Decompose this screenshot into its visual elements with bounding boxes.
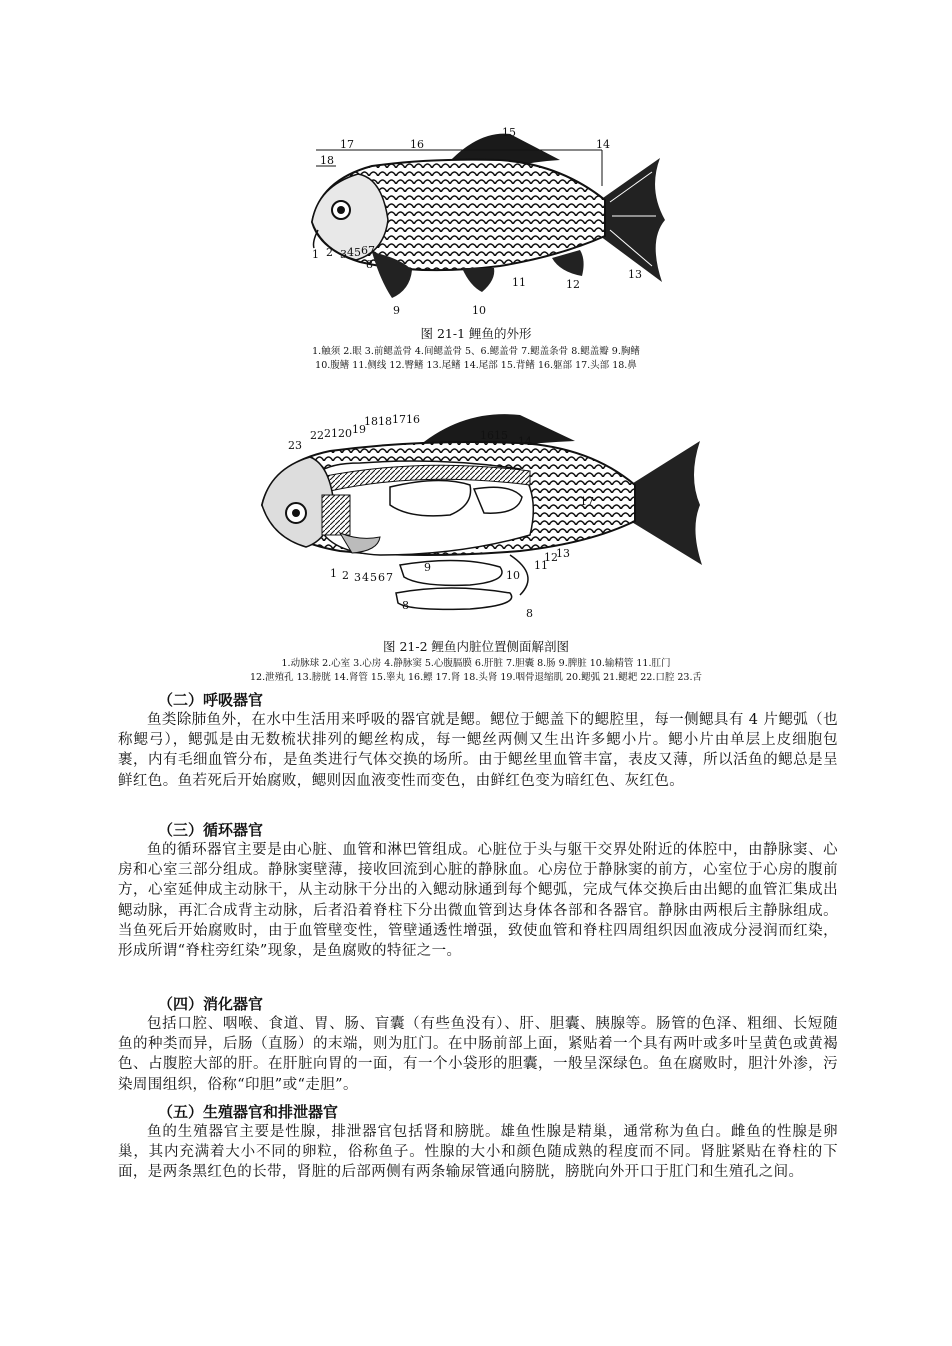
figure-2-title: 图 21-2 鲤鱼内脏位置侧面解剖图	[382, 639, 570, 654]
section-respiratory	[118, 690, 838, 791]
fig2-label-2: 2	[342, 569, 349, 582]
fig2-label-6: 6	[378, 571, 385, 584]
fig2-label-22: 22	[310, 429, 324, 442]
fig2-label-17b: 17	[580, 495, 594, 508]
fig1-label-6: 6	[361, 244, 368, 257]
fig1-label-18: 18	[320, 154, 334, 167]
section-paragraph: 鱼的循环器官主要是由心脏、血管和淋巴管组成。心脏位于头与躯干交界处附近的体腔中，由静脉窦、心房和心室三部分组成。静脉窦壁薄，接收回流到心脏的静脉血。心房位于静脉窦的前方，心室位于心房的腹前方，心室延伸成主动脉干，从主动脉干分出的入鳃动脉通到每个鳃弧，完成气体交换后由出鳃的血管汇集成出鳃动脉，再汇合成背主动脉，后者沿着脊柱下分出微血管到达身体各部和各器官。静脉由两根后主静脉组成。当鱼死后开始腐败时，由于血管壁变性，管壁通透性增强，致使血管和脊柱四周组织因血液成分浸润而红染，形成所谓“脊柱旁红染”现象，是鱼腐败的特征之一。	[118, 842, 838, 960]
fig2-label-16b: 16	[480, 429, 494, 442]
section-paragraph: 包括口腔、咽喉、食道、胃、肠、盲囊（有些鱼没有）、肝、胆囊、胰腺等。肠管的色泽、粗细、长短随鱼的种类而异，后肠（直肠）的末端，则为肛门。在中肠前部上面，紧贴着一个具有两叶或多叶呈黄色或黄褐色、占腹腔大部的肝。在肝脏向胃的一面，有一个小袋形的胆囊，一般呈深绿色。鱼在腐败时，胆汁外渗，污染周围组织，俗称“印胆”或“走胆”。	[118, 1016, 838, 1093]
fig2-label-18b: 18	[378, 415, 392, 428]
fig1-label-12: 12	[566, 278, 580, 291]
fig1-label-15: 15	[502, 126, 516, 139]
fig2-label-1: 1	[330, 567, 337, 580]
fig1-label-7: 7	[368, 244, 375, 257]
section-heading: （四）消化器官	[158, 995, 264, 1013]
fig2-label-17: 17	[392, 413, 406, 426]
fig1-label-17: 17	[340, 138, 354, 151]
fig2-label-16: 16	[406, 413, 420, 426]
section-reproductive-excretory	[118, 1102, 838, 1183]
fig2-label-3: 3	[354, 571, 361, 584]
fig1-label-5: 5	[354, 246, 361, 259]
figure-2-legend-line-2: 12.泄殖孔 13.膀胱 14.肾管 15.睾丸 16.鳔 17.肾 18.头肾 19.咽骨退缩肌 20.鳃弧 21.鳃耙 22.口腔 23.舌	[249, 672, 703, 683]
fig2-label-12: 12	[544, 551, 558, 564]
fig2-label-23: 23	[288, 439, 302, 452]
figure-1-legend-line-2: 10.腹鳍 11.侧线 12.臀鳍 13.尾鳍 14.尾部 15.背鳍 16.躯部 17.头部 18.鼻	[315, 360, 637, 371]
fig1-label-13: 13	[628, 268, 642, 281]
fig1-label-14: 14	[596, 138, 610, 151]
section-heading: （五）生殖器官和排泄器官	[158, 1103, 339, 1121]
carp-anatomy-illustration	[0, 405, 952, 625]
fig2-label-10: 10	[506, 569, 520, 582]
fig1-label-3: 3	[340, 248, 347, 261]
fig1-label-10: 10	[472, 304, 486, 317]
fig2-label-5: 5	[370, 571, 377, 584]
fig2-label-9: 9	[424, 561, 431, 574]
fig2-label-21: 21	[324, 427, 338, 440]
fig2-label-14: 14	[518, 435, 532, 448]
fig1-label-11: 11	[512, 276, 526, 289]
fig2-label-4: 4	[362, 571, 369, 584]
fig2-label-18: 18	[364, 415, 378, 428]
figure-1	[0, 120, 952, 320]
fig1-label-1: 1	[312, 248, 319, 261]
fig1-label-8: 8	[366, 258, 373, 271]
fig2-label-11: 11	[534, 559, 548, 572]
fig2-label-8: 8	[402, 599, 409, 612]
fig1-label-2: 2	[326, 246, 333, 259]
section-paragraph: 鱼的生殖器官主要是性腺，排泄器官包括肾和膀胱。雄鱼性腺是精巢，通常称为鱼白。雌鱼的性腺是卵巢，其内充满着大小不同的卵粒，俗称鱼子。性腺的大小和颜色随成熟的程度而不同。肾脏紧贴在脊柱的下面，是两条黑红色的长带，肾脏的后部两侧有两条输尿管通向膀胱，膀胱向外开口于肛门和生殖孔之间。	[118, 1124, 838, 1181]
fig2-label-7: 7	[386, 571, 393, 584]
section-paragraph: 鱼类除肺鱼外，在水中生活用来呼吸的器官就是鳃。鳃位于鳃盖下的鳃腔里，每一侧鳃具有 4 片鳃弧（也称鳃弓），鳃弧是由无数梳状排列的鳃丝构成，每一鳃丝两侧又生出许多鳃小片。鳃小片由单层上皮细胞包裹，内有毛细血管分布，是鱼类进行气体交换的场所。由于鳃丝里血管丰富，表皮又薄，所以活鱼的鳃总是呈鲜红色。鱼若死后开始腐败，鳃则因血液变性而变色，由鲜红色变为暗红色、灰红色。	[118, 712, 838, 789]
fig1-label-4: 4	[347, 246, 354, 259]
fig2-label-20: 20	[338, 427, 352, 440]
section-digestive	[118, 994, 838, 1095]
fig2-label-15: 15	[494, 429, 508, 442]
section-heading: （三）循环器官	[158, 821, 264, 839]
section-circulatory	[118, 820, 838, 961]
figure-2	[0, 405, 952, 625]
carp-exterior-illustration	[0, 120, 952, 320]
fig1-label-9: 9	[393, 304, 400, 317]
figure-2-legend-line-1: 1.动脉球 2.心室 3.心房 4.静脉窦 5.心腹膈膜 6.肝脏 7.胆囊 8.肠 9.脾脏 10.输精管 11.肛门	[281, 658, 671, 669]
fig2-label-19: 19	[352, 423, 366, 436]
fig2-label-13: 13	[556, 547, 570, 560]
section-heading: （二）呼吸器官	[158, 691, 264, 709]
fig1-label-16: 16	[410, 138, 424, 151]
figure-1-legend-line-1: 1.触须 2.眼 3.前鳃盖骨 4.间鳃盖骨 5、6.鳃盖骨 7.鳃盖条骨 8.鳃盖瓣 9.胸鳍	[312, 346, 640, 357]
figure-1-title: 图 21-1 鲤鱼的外形	[420, 326, 532, 341]
fig2-label-8b: 8	[526, 607, 533, 620]
